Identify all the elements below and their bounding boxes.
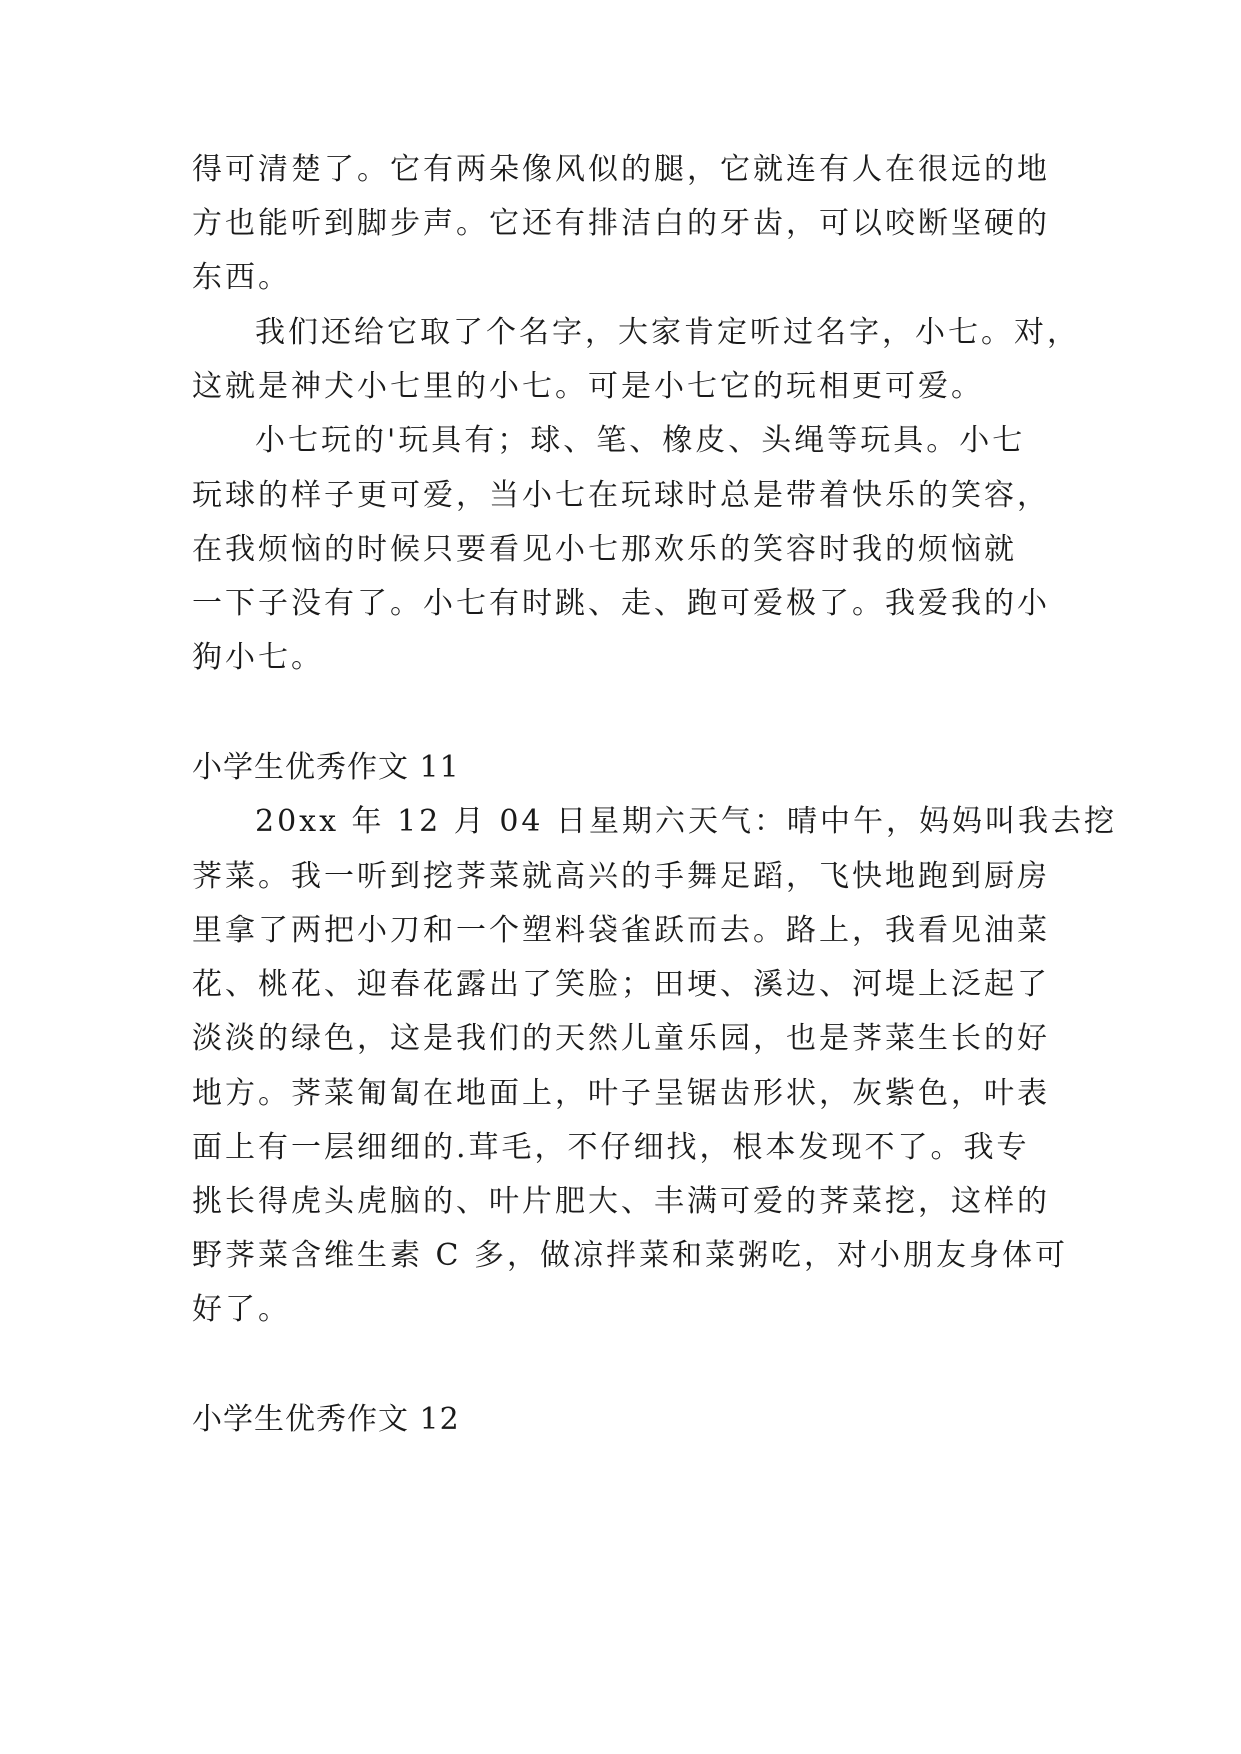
paragraph-line: 玩球的样子更可爱，当小七在玩球时总是带着快乐的笑容， xyxy=(192,478,1050,513)
paragraph-line: 在我烦恼的时候只要看见小七那欢乐的笑容时我的烦恼就 xyxy=(192,532,1017,567)
paragraph-line: 荠菜。我一听到挖荠菜就高兴的手舞足蹈，飞快地跑到厨房 xyxy=(192,859,1050,894)
paragraph-line: 得可清楚了。它有两朵像风似的腿，它就连有人在很远的地 xyxy=(192,152,1050,187)
paragraph-line: 我们还给它取了个名字，大家肯定听过名字，小七。对， xyxy=(255,315,1080,350)
paragraph-line: 小七玩的'玩具有；球、笔、橡皮、头绳等玩具。小七 xyxy=(255,423,1026,458)
paragraph-line: 花、桃花、迎春花露出了笑脸；田埂、溪边、河堤上泛起了 xyxy=(192,967,1050,1002)
paragraph-line: 这就是神犬小七里的小七。可是小七它的玩相更可爱。 xyxy=(192,369,984,404)
paragraph-line: 东西。 xyxy=(192,260,291,295)
paragraph-line: 面上有一层细细的.茸毛，不仔细找，根本发现不了。我专 xyxy=(192,1130,1030,1165)
paragraph-line: 一下子没有了。小七有时跳、走、跑可爱极了。我爱我的小 xyxy=(192,586,1050,621)
paragraph-line: 淡淡的绿色，这是我们的天然儿童乐园，也是荠菜生长的好 xyxy=(192,1021,1050,1056)
paragraph-line: 好了。 xyxy=(192,1292,291,1327)
paragraph-line: 20xx 年 12 月 04 日星期六天气：晴中午，妈妈叫我去挖 xyxy=(255,804,1118,839)
section-heading: 小学生优秀作文 11 xyxy=(192,750,460,785)
paragraph-line: 狗小七。 xyxy=(192,640,324,675)
paragraph-line: 方也能听到脚步声。它还有排洁白的牙齿，可以咬断坚硬的 xyxy=(192,206,1050,241)
paragraph-line: 野荠菜含维生素 C 多，做凉拌菜和菜粥吃，对小朋友身体可 xyxy=(192,1238,1069,1273)
paragraph-line: 地方。荠菜匍匐在地面上，叶子呈锯齿形状，灰紫色，叶表 xyxy=(192,1076,1050,1111)
paragraph-line: 里拿了两把小刀和一个塑料袋雀跃而去。路上，我看见油菜 xyxy=(192,913,1050,948)
paragraph-line: 挑长得虎头虎脑的、叶片肥大、丰满可爱的荠菜挖，这样的 xyxy=(192,1184,1050,1219)
section-heading: 小学生优秀作文 12 xyxy=(192,1402,460,1437)
